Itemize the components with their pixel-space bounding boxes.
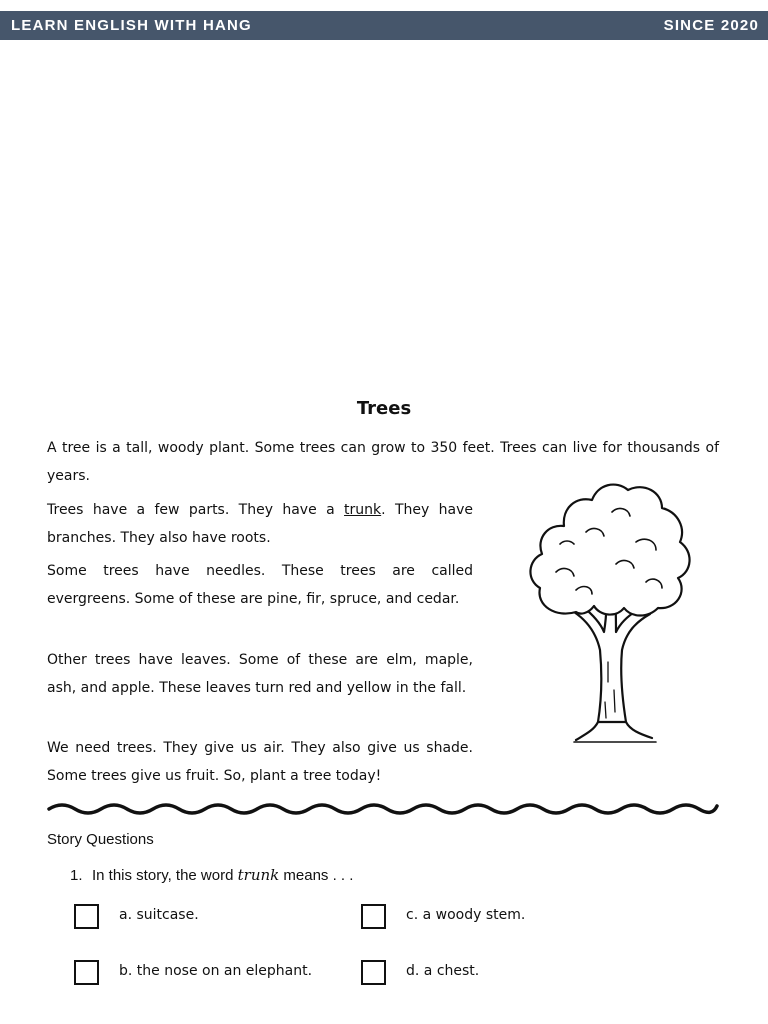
- story-title: Trees: [356, 398, 412, 419]
- header-brand: LEARN ENGLISH WITH HANG: [11, 17, 252, 34]
- answer-label-d: d. a chest.: [406, 963, 480, 979]
- question-1-text-end: means . . .: [279, 867, 354, 884]
- story-paragraph-2: [47, 497, 473, 552]
- story-questions-heading: Story Questions: [47, 831, 154, 848]
- question-1-number: 1.: [70, 867, 83, 884]
- vocab-word-trunk: trunk: [344, 502, 382, 518]
- story-paragraph-3: Some trees have needles. These trees are called evergreens. Some of these are pine, fir, spruce, and cedar.: [47, 563, 473, 607]
- answer-checkbox-a[interactable]: [74, 904, 99, 929]
- question-1-vocab-word: trunk: [237, 866, 280, 884]
- tree-illustration: [516, 472, 696, 747]
- question-1: [70, 866, 353, 884]
- answer-label-b: b. the nose on an elephant.: [119, 963, 313, 979]
- section-divider-wave: [47, 800, 720, 818]
- answer-checkbox-b[interactable]: [74, 960, 99, 985]
- paragraph-2-text-start: Trees have a few parts. They have a: [47, 502, 345, 518]
- answer-checkbox-d[interactable]: [361, 960, 386, 985]
- story-paragraph-1: A tree is a tall, woody plant. Some trees can grow to 350 feet. Trees can live for thousands of years.: [47, 440, 719, 484]
- page-header: [0, 11, 768, 40]
- story-paragraph-5: We need trees. They give us air. They also give us shade. Some trees give us fruit. So, plant a tree today!: [47, 740, 473, 784]
- paragraph-2-text-end: . They have branches. They also have roots.: [47, 502, 473, 546]
- answer-checkbox-c[interactable]: [361, 904, 386, 929]
- story-paragraph-4: Other trees have leaves. Some of these are elm, maple, ash, and apple. These leaves turn red and yellow in the fall.: [47, 652, 473, 696]
- question-1-text-start: In this story, the word: [92, 867, 238, 884]
- answer-label-c: c. a woody stem.: [406, 907, 526, 923]
- header-since: SINCE 2020: [663, 17, 759, 34]
- answer-label-a: a. suitcase.: [119, 907, 199, 923]
